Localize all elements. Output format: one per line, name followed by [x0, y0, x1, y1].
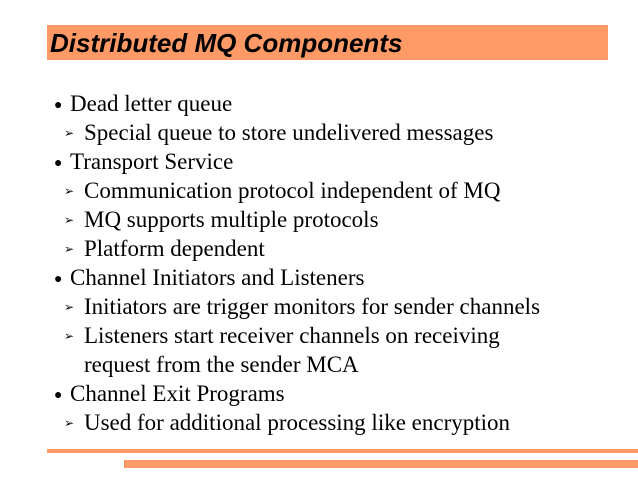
sub-bullet-item	[64, 322, 500, 350]
sub-bullet-item	[64, 206, 379, 234]
round-bullet-icon: ●	[54, 272, 63, 287]
bullet-item	[54, 90, 232, 120]
sub-bullet-text: Listeners start receiver channels on receiving	[84, 323, 500, 348]
bullet-text: Dead letter queue	[70, 91, 233, 116]
sub-bullet-item	[64, 409, 510, 437]
bullet-item	[54, 148, 233, 178]
round-bullet-icon: ●	[54, 156, 63, 171]
footer-rule-top	[47, 449, 638, 453]
sub-bullet-text: Platform dependent	[84, 236, 265, 261]
bullet-item	[54, 380, 285, 410]
sub-bullet-text: MQ supports multiple protocols	[84, 207, 379, 232]
arrowhead-bullet-icon: ➢	[64, 126, 75, 140]
arrowhead-bullet-icon: ➢	[64, 416, 75, 430]
footer-rule-bottom	[124, 460, 638, 468]
sub-bullet-item	[64, 119, 493, 147]
sub-bullet-text: Initiators are trigger monitors for sender channels	[84, 294, 541, 319]
bullet-text: Channel Initiators and Listeners	[70, 265, 365, 290]
arrowhead-bullet-icon: ➢	[64, 213, 75, 227]
sub-bullet-text: Used for additional processing like encryption	[84, 410, 511, 435]
sub-bullet-item	[64, 293, 540, 321]
arrowhead-bullet-icon: ➢	[64, 300, 75, 314]
arrowhead-bullet-icon: ➢	[64, 329, 75, 343]
slide-title: Distributed MQ Components	[50, 28, 403, 58]
sub-bullet-text: Special queue to store undelivered messages	[84, 120, 494, 145]
round-bullet-icon: ●	[54, 388, 63, 403]
sub-bullet-item	[64, 235, 265, 263]
sub-bullet-text: request from the sender MCA	[84, 352, 359, 377]
round-bullet-icon: ●	[54, 98, 63, 113]
bullet-text: Channel Exit Programs	[70, 381, 285, 406]
sub-bullet-item	[64, 177, 500, 205]
sub-bullet-text: Communication protocol independent of MQ	[84, 178, 501, 203]
sub-bullet-continuation	[84, 351, 359, 379]
bullet-item	[54, 264, 364, 294]
arrowhead-bullet-icon: ➢	[64, 184, 75, 198]
arrowhead-bullet-icon: ➢	[64, 242, 75, 256]
bullet-text: Transport Service	[70, 149, 234, 174]
